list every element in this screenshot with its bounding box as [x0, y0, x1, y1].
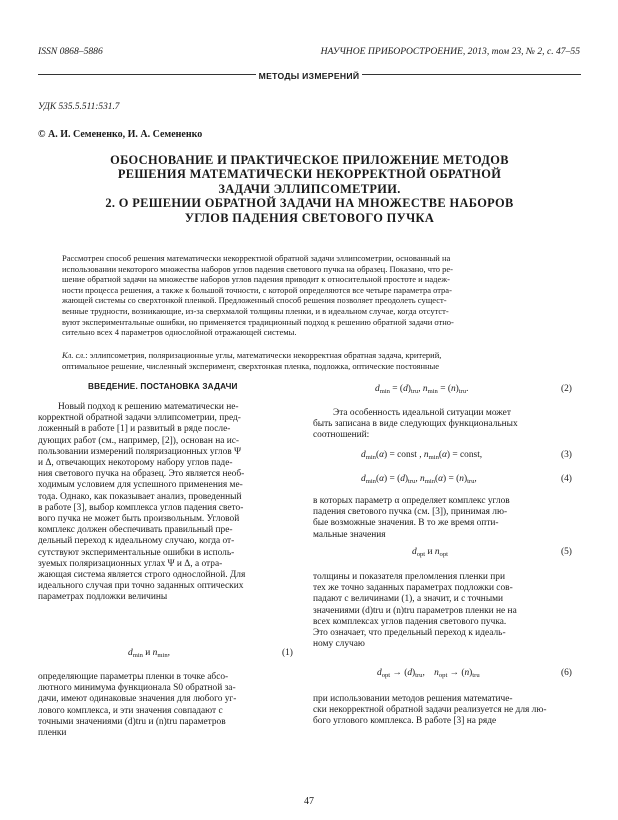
abstract-line: жающей системы со сверхтонкой пленкой. Предложенный способ решения позволяет преодолеть сущест-: [62, 295, 447, 306]
title-line: ЗАДАЧИ ЭЛЛИПСОМЕТРИИ.: [218, 181, 401, 196]
text-line: параметрах подложки величины: [38, 592, 168, 603]
text-line: сутствуют экспериментальные ошибки в исполь-: [38, 547, 235, 558]
text-line: бого углового комплекса. В работе [3] на ряде: [313, 716, 497, 727]
text-line: Это означает, что предельный переход к идеаль-: [313, 628, 506, 639]
text-line: корректной обратной задачи эллипсометрии, пред-: [38, 413, 241, 424]
abstract-line: использовании некоторого множества наборов углов падения светового пучка на образец. Показано, что ре-: [62, 263, 453, 274]
equation-4-number: (4): [561, 474, 572, 484]
left-column-para-2: [38, 672, 296, 739]
right-column-para-3: [313, 408, 581, 442]
right-column-para-4: [313, 496, 581, 541]
text-line: определяющие параметры пленки в точке абсо-: [38, 672, 229, 682]
text-line: в работе [3], выбор комплекса углов падения свето-: [38, 502, 244, 513]
udk-code: УДК 535.5.511:531.7: [38, 102, 120, 112]
equation-5: $d_{opt}$ и $n_{opt}$: [412, 547, 448, 558]
text-line: мальные значения: [313, 529, 386, 540]
right-column-para-6: [313, 694, 581, 728]
text-line: ски некорректной обратной задачи реализуется не для лю-: [313, 705, 547, 716]
text-line: лового комплекса, и эти значения совпадают с: [38, 705, 223, 716]
text-line: пленки: [38, 728, 67, 739]
title-line: 2. О РЕШЕНИИ ОБРАТНОЙ ЗАДАЧИ НА МНОЖЕСТВЕ НАБОРОВ: [105, 196, 514, 211]
text-line: идеального случая при точно заданных оптических: [38, 581, 244, 592]
text-line: соотношений:: [313, 430, 370, 441]
section-heading: ВВЕДЕНИЕ. ПОСТАНОВКА ЗАДАЧИ: [88, 382, 238, 391]
equation-4: $d_{min}(\alpha) = (d)_{tru}$, $n_{min}(\alpha) = (n)_{tru}$,: [361, 474, 477, 485]
text-line: толщины и показателя преломления пленки при: [313, 572, 505, 582]
eq1-and: и: [145, 648, 151, 658]
right-column-para-5: [313, 572, 581, 650]
keywords-line: оптимальное решение, численный эксперимент, сверхтонкая пленка, подложка, оптические постоянные: [62, 360, 440, 371]
text-line: бые возможные значения. В то же время опти-: [313, 518, 499, 529]
abstract-line: сительно всех 4 параметров однослойной отражающей системы.: [62, 327, 297, 338]
journal-citation: НАУЧНОЕ ПРИБОРОСТРОЕНИЕ, 2013, том 23, № 2, с. 47–55: [320, 46, 580, 57]
text-line: вого пучка не может быть произвольным. Угловой: [38, 514, 240, 525]
equation-2-number: (2): [561, 384, 572, 394]
page-number: 47: [304, 796, 314, 807]
equation-2: $d_{min} = (d)_{tru}$, $n_{min} = (n)_{tru}$.: [375, 384, 469, 395]
abstract-line: вуют экспериментальные ошибки, но применяется традиционный подход к решению обратной задачи отно-: [62, 316, 454, 327]
equation-6: $d_{opt} \to (d)_{tru}$, $n_{opt} \to (n)_{tru}$: [377, 668, 480, 679]
paper-title: [38, 153, 581, 225]
text-line: точными значениями (d)tru и (n)tru параметров: [38, 716, 226, 727]
text-line: в которых параметр α определяет комплекс углов: [313, 496, 510, 506]
text-line: при использовании методов решения математиче-: [313, 694, 513, 704]
text-line: зуемых поляризационных углах Ψ и Δ, а отра-: [38, 558, 223, 569]
text-line: тех же точно заданных параметрах подложки сов-: [313, 583, 513, 594]
text-line: всех комплексах углов падения светового пучка.: [313, 616, 507, 627]
text-line: значениями (d)tru и (n)tru параметров пленки не на: [313, 605, 517, 616]
text-line: падают с величинами (1), а значит, и с точными: [313, 594, 504, 605]
abstract-line: шение обратной задачи на множестве наборов углов падения приводит к относительной простоте и надеж-: [62, 274, 450, 285]
text-line: ложенный в работе [1] и развитый в ряде после-: [38, 424, 231, 435]
equation-3-number: (3): [561, 450, 572, 460]
equation-1: $d_{min}$ и $n_{min}$,: [128, 648, 170, 659]
title-line: ОБОСНОВАНИЕ И ПРАКТИЧЕСКОЕ ПРИЛОЖЕНИЕ МЕТОДОВ: [110, 153, 509, 167]
equation-6-number: (6): [561, 668, 572, 678]
equation-1-number: (1): [282, 648, 293, 658]
text-line: комплекс должен обеспечивать правильный пре-: [38, 525, 233, 536]
abstract-line: ности процесса решения, а также к большой точности, с которой определяются все четыре параметра отра-: [62, 284, 452, 295]
abstract-line: венные трудности, возникающие, из-за сверхмалой толщины пленки, и в идеальном случае, когда отсутст-: [62, 305, 449, 316]
text-line: ходимым условием для успешного применения ме-: [38, 480, 243, 491]
issn-label: ISSN 0868–5886: [38, 46, 103, 57]
text-line: Эта особенность идеальной ситуации может: [333, 408, 511, 418]
keywords: [62, 350, 556, 371]
eq5-and: и: [427, 547, 433, 557]
text-line: падения светового пучка (см. [3]), принимая лю-: [313, 507, 508, 518]
text-line: дельный переход к идеальному случаю, когда от-: [38, 536, 235, 547]
text-line: жающая система является строго однослойной. Для: [38, 570, 246, 581]
keywords-label: Кл. сл.: [62, 350, 86, 360]
section-label: МЕТОДЫ ИЗМЕРЕНИЙ: [256, 71, 363, 81]
authors: © А. И. Семененко, И. А. Семененко: [38, 129, 203, 140]
equation-5-number: (5): [561, 547, 572, 557]
title-line: РЕШЕНИЯ МАТЕМАТИЧЕСКИ НЕКОРРЕКТНОЙ ОБРАТНОЙ: [117, 167, 502, 182]
text-line: и Δ, отвечающих некоторому набору углов паде-: [38, 458, 233, 469]
text-line: лютного минимума функционала S0 обратной за-: [38, 683, 236, 694]
text-line: быть записана в виде следующих функциональных: [313, 419, 518, 430]
text-line: тода. Однако, как показывает анализ, проведенный: [38, 491, 242, 502]
abstract: [62, 253, 556, 338]
equation-3: $d_{min}(\alpha)$ = const , $n_{min}(\alpha)$ = const,: [361, 450, 483, 461]
abstract-line: Рассмотрен способ решения математически некорректной обратной задачи эллипсометрии, основанный на: [62, 253, 451, 263]
text-line: дующих работ (см., например, [2]), основан на ис-: [38, 435, 240, 446]
text-line: ному случаю: [313, 639, 365, 650]
title-line: УГЛОВ ПАДЕНИЯ СВЕТОВОГО ПУЧКА: [184, 210, 435, 225]
keywords-line: : эллипсометрия, поляризационные углы, математически некорректная обратная задача, критерий,: [85, 350, 442, 360]
text-line: ния светового пучка на образец. Это является необ-: [38, 469, 245, 480]
section-label-wrap: [0, 66, 618, 84]
text-line: Новый подход к решению математически не-: [58, 402, 239, 412]
text-line: дачи, имеют одинаковые значения для любого уг-: [38, 694, 237, 705]
text-line: пользовании измерений поляризационных углов Ψ: [38, 446, 241, 457]
left-column-para-1: [38, 402, 296, 604]
